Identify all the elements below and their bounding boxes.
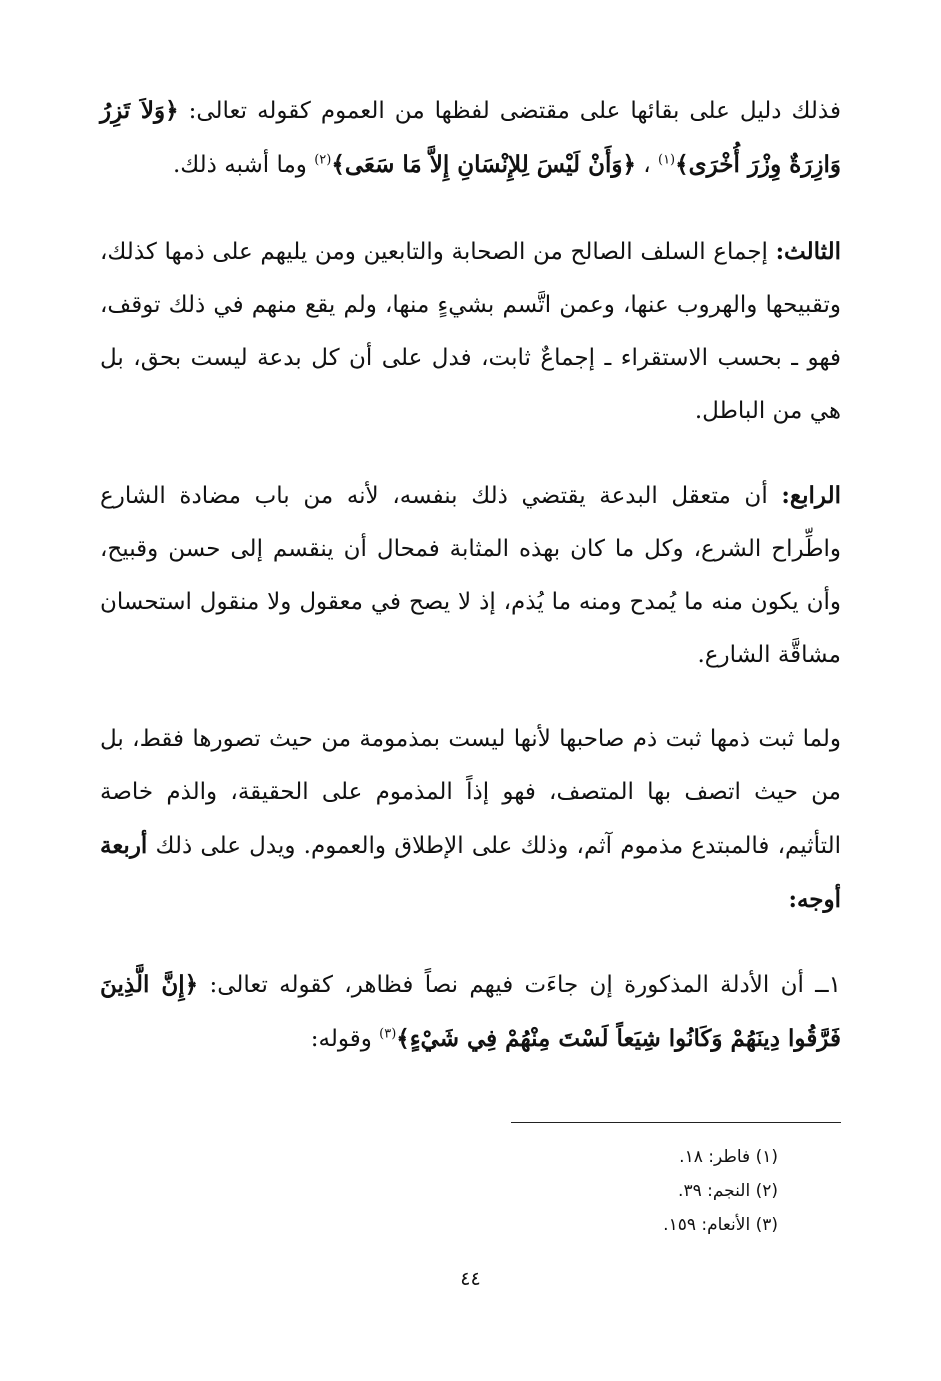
text-run: وقوله:	[310, 1026, 380, 1052]
bold-phrase: أربعة أوجه:	[100, 832, 841, 913]
footnote-item: (٣) الأنعام: ١٥٩.	[663, 1215, 778, 1235]
text-run: أن متعقل البدعة يقتضي ذلك بنفسه، لأنه من باب مضادة الشارع واطِّراح الشرع، وكل ما كان بهذه المثابة فمحال أن ينقسم إلى حسن وقبيح، وأن يكون منه ما يُمدح ومنه ما يُذم، إذ لا يصح في معقول ولا منقول استحسان مشاقَّة الشارع.	[100, 483, 841, 668]
main-text	[100, 84, 841, 1097]
footnote-ref[interactable]: (٢)	[314, 152, 332, 168]
footnote-divider	[511, 1122, 841, 1123]
text-run: ولما ثبت ذمها ثبت ذم صاحبها لأنها ليست بمذمومة من حيث تصورها فقط، بل من حيث اتصف بها المتصف، فهو إذاً المذموم على الحقيقة، والذم خاصة التأثيم، فالمبتدع مذموم آثم، وذلك على الإطلاق والعموم. ويدل على ذلك	[100, 726, 841, 859]
quran-verse: ﴿إِنَّ الَّذِينَ فَرَّقُوا دِينَهُمْ وَكَانُوا شِيَعاً لَسْتَ مِنْهُمْ فِي شَيْءٍ﴾	[100, 971, 841, 1052]
footnotes	[663, 1140, 778, 1242]
quran-verse: ﴿وَلاَ تَزِرُ وَازِرَةٌ وِزْرَ أُخْرَى﴾	[100, 97, 841, 178]
quran-verse: ﴿وَأَنْ لَيْسَ لِلإِنْسَانِ إِلاَّ مَا سَعَى﴾	[331, 151, 636, 178]
paragraph-point-1	[100, 958, 841, 1066]
page-number: ٤٤	[460, 1268, 481, 1290]
footnote-ref[interactable]: (١)	[657, 152, 676, 168]
paragraph-1	[100, 84, 841, 192]
footnote-item: (٢) النجم: ٣٩.	[678, 1181, 778, 1201]
paragraph-conclusion	[100, 713, 841, 927]
paragraph-third	[100, 225, 841, 438]
text-run: ١ــ أن الأدلة المذكورة إن جاءَت فيهم نصاً فظاهر، كقوله تعالى:	[198, 972, 841, 998]
text-run: إجماع السلف الصالح من الصحابة والتابعين ومن يليهم على ذمها كذلك، وتقبيحها والهروب عنها، وعمن اتَّسم بشيءٍ منها، ولم يقع منهم في ذلك توقف، فهو ـ بحسب الاستقراء ـ إجماعٌ ثابت، فدل على أن كل بدعة ليست بحق، بل هي من الباطل.	[100, 239, 841, 424]
section-lead: الرابع:	[781, 482, 841, 509]
footnote-ref[interactable]: (٣)	[379, 1026, 397, 1042]
paragraph-fourth	[100, 469, 841, 682]
text-run: ،	[635, 152, 658, 178]
footnote-item: (١) فاطر: ١٨.	[679, 1147, 778, 1167]
section-lead: الثالث:	[775, 238, 841, 265]
text-run: وما أشبه ذلك.	[172, 152, 315, 178]
text-run: فذلك دليل على بقائها على مقتضى لفظها من العموم كقوله تعالى:	[178, 98, 841, 124]
